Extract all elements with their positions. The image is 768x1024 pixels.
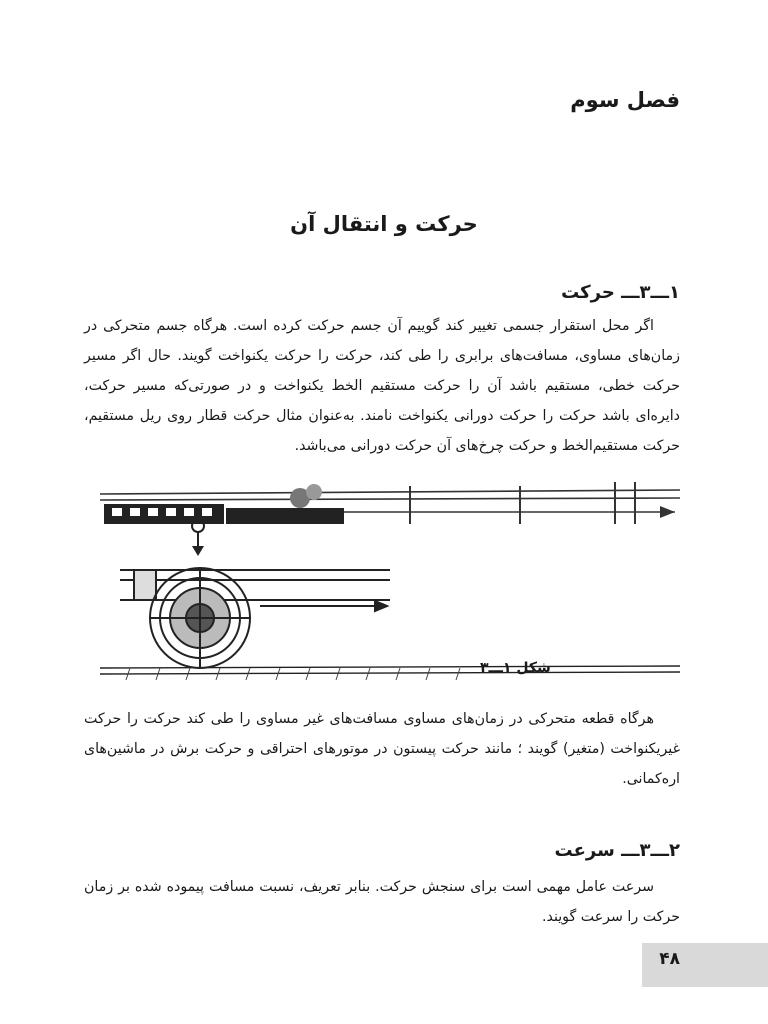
page-title: حرکت و انتقال آن [290, 212, 478, 236]
train [104, 484, 344, 524]
page-number: ۴۸ [659, 949, 680, 969]
paragraph-speed-text: سرعت عامل مهمی است برای سنجش حرکت. بنابر تعریف، نسبت مسافت پیموده شده بر زمان حرکت را سرعت گویند. [84, 879, 680, 925]
section-heading-motion: ۱ـــ۳ـــ حرکت [561, 282, 680, 303]
direction-arrow [660, 506, 675, 518]
paragraph-motion-text: اگر محل استقرار جسمی تغییر کند گوییم آن جسم حرکت کرده است. هرگاه جسم متحرکی در زمان‌های مساوی، مسافت‌های برابری را طی کند، حرکت را حرکت یکنواخت گویند. حال اگر مسیر حرکت خطی، مستقیم باشد آن را حرکت مستقیم الخط یکنواخت و در صورتی‌که مسیر حرکت، دایره‌ای باشد حرکت را حرکت دورانی یکنواخت نامند. به‌عنوان مثال حرکت قطار روی ریل مستقیم، حرکت مستقیم‌الخط و حرکت چرخ‌های آن حرکت دورانی می‌باشد. [84, 318, 680, 454]
zoom-arrow [192, 546, 204, 556]
paragraph-nonuniform [84, 704, 680, 794]
figure-caption: شکل ۱ـــ۳ [480, 660, 551, 676]
paragraph-speed [84, 872, 680, 932]
paragraph-nonuniform-text: هرگاه قطعه متحرکی در زمان‌های مساوی مسافت‌های غیر مساوی را طی کند حرکت را حرکت غیریکنواخت (متغیر) گویند ؛ مانند حرکت پیستون در موتورهای احتراقی و حرکت برش در ماشین‌های اره‌کمانی. [84, 711, 680, 787]
chapter-heading: فصل سوم [570, 88, 680, 112]
train-wheel-figure [100, 478, 680, 686]
rail-ground [100, 666, 680, 674]
wheel-detail [120, 568, 390, 668]
paragraph-motion [84, 311, 680, 461]
section-heading-speed: ۲ـــ۳ـــ سرعت [554, 840, 680, 861]
